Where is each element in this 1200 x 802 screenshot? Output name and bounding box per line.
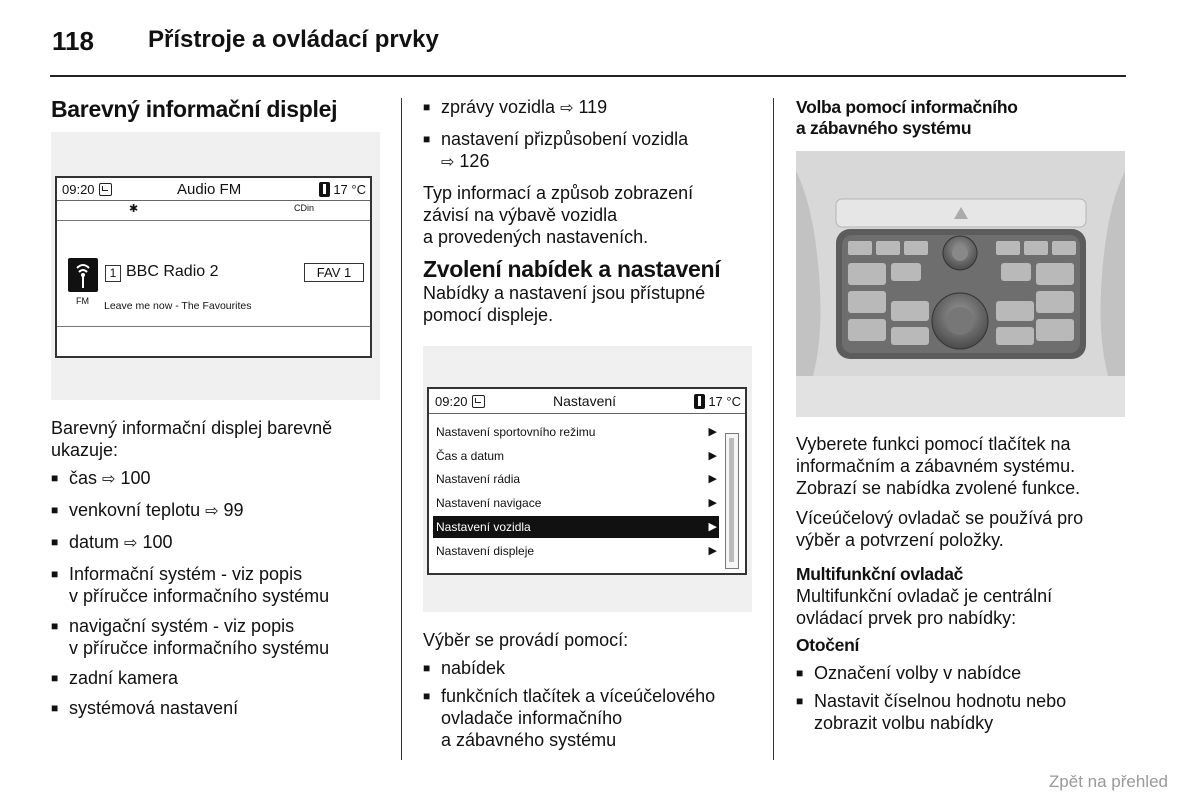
display-status-bar xyxy=(57,178,370,201)
page-ref[interactable]: 100 xyxy=(142,532,173,552)
intro-line: Nabídky a nastavení jsou přístupné xyxy=(423,283,706,303)
list-item: ■ Informační systém - viz popis v příručce informačního systému xyxy=(51,563,391,607)
list-item: ■ Označení volby v nabídce xyxy=(796,662,1131,684)
page-ref-icon: ⇨ xyxy=(205,503,219,520)
clock-icon xyxy=(99,183,112,196)
header-rule xyxy=(50,75,1126,77)
select-method-list xyxy=(423,657,763,751)
list-item: ■ nabídek xyxy=(423,657,763,679)
info-list xyxy=(423,96,763,174)
intro-line: pomocí displeje. xyxy=(423,305,554,325)
page-ref[interactable]: 126 xyxy=(459,151,490,171)
menu-item[interactable]: Nastavení rádia ▶ xyxy=(433,468,719,490)
intro-line: Barevný informační displej barevně xyxy=(51,418,333,438)
settings-display-figure xyxy=(423,346,752,612)
list-item: ■ nastavení přizpůsobení vozidla ⇨ 126 xyxy=(423,128,763,174)
display-title: Nastavení xyxy=(553,393,617,409)
chevron-right-icon: ▶ xyxy=(708,426,717,438)
chevron-right-icon: ▶ xyxy=(708,520,717,533)
column-2 xyxy=(423,96,763,326)
display-title: Audio FM xyxy=(177,180,242,198)
section-heading: Barevný informační displej xyxy=(51,96,338,122)
column-divider xyxy=(773,98,774,760)
page-ref[interactable]: 100 xyxy=(120,468,151,488)
thermometer-icon xyxy=(319,182,330,197)
menu-item[interactable]: Nastavení sportovního režimu ▶ xyxy=(433,421,719,443)
menu-item[interactable]: Nastavení navigace ▶ xyxy=(433,492,719,514)
page-ref-icon: ⇨ xyxy=(560,100,574,117)
menu-item[interactable]: Čas a datum ▶ xyxy=(433,445,719,467)
chevron-right-icon: ▶ xyxy=(708,497,717,510)
settings-display-screen xyxy=(427,387,747,575)
preset-number: 1 xyxy=(105,265,121,282)
section-title: Přístroje a ovládací prvky xyxy=(148,26,439,53)
clock-icon xyxy=(472,395,485,408)
band-label: FM xyxy=(76,296,89,306)
cd-label: CDin xyxy=(294,203,315,213)
column-1 xyxy=(51,95,386,123)
back-to-overview-link[interactable]: Zpět na přehled xyxy=(1048,772,1168,791)
page-ref-icon: ⇨ xyxy=(124,535,138,552)
intro-line: ukazuje: xyxy=(51,440,119,460)
intro-line: Výběr se provádí pomocí: xyxy=(423,630,629,650)
page-ref-icon: ⇨ xyxy=(441,154,455,171)
display-temperature-group xyxy=(319,182,366,197)
subsection-heading: Multifunkční ovladač xyxy=(796,564,964,584)
column-3-heading xyxy=(796,97,1126,139)
paragraph: Typ informací a způsob zobrazení závisí na výbavě vozidla a provedených nastaveních. xyxy=(423,183,694,247)
thermometer-icon xyxy=(694,394,705,409)
menu-item[interactable]: Nastavení vozidla ▶ xyxy=(433,516,719,538)
audio-display-figure xyxy=(51,132,380,400)
section-heading: Zvolení nabídek a nastavení xyxy=(423,256,721,282)
list-item: ■ venkovní teplotu ⇨ 99 xyxy=(51,499,391,523)
display-temperature: 17 °C xyxy=(708,393,741,409)
list-item: ■ čas ⇨ 100 xyxy=(51,467,391,491)
display-info-row xyxy=(57,200,370,221)
chevron-right-icon: ▶ xyxy=(708,544,717,557)
list-item: ■ funkčních tlačítek a víceúčelového ovladače informačního a zábavného systému xyxy=(423,685,763,751)
column-3-text: Vyberete funkci pomocí tlačítek na informačním a zábavném systému. Zobrazí se nabídka zvolené funkce. Víceúčelový ovladač se používá pro výběr a potvrzení položky. Multifunkční ovladač Multifunkční ovladač je centrální ovládací prvek pro nabídky: Otočení ■ Označení volby v nabídce ■ Nastavit číselnou hodnotu nebo zobrazit volbu nabídky xyxy=(796,433,1131,734)
chevron-right-icon: ▶ xyxy=(708,449,717,462)
audio-display-screen xyxy=(55,176,372,358)
track-info: Leave me now - The Favourites xyxy=(104,300,252,312)
display-temperature-group xyxy=(694,394,741,409)
radio-antenna-icon xyxy=(68,258,98,292)
chevron-right-icon: ▶ xyxy=(708,473,717,486)
subsection-heading: Volba pomocí informačního xyxy=(796,97,1018,117)
subsection-heading: a zábavného systému xyxy=(796,118,972,138)
menu-item[interactable]: Nastavení displeje ▶ xyxy=(433,540,719,562)
list-item: ■ navigační systém - viz popis v příručce informačního systému xyxy=(51,615,391,659)
list-item: ■ zadní kamera xyxy=(51,667,391,689)
fav-button: FAV 1 xyxy=(304,263,364,282)
display-content-list xyxy=(51,467,391,719)
bluetooth-icon: ✱ xyxy=(129,203,139,215)
display-status-bar xyxy=(429,389,745,414)
display-divider xyxy=(57,326,370,327)
column-divider xyxy=(401,98,402,760)
list-item: ■ Nastavit číselnou hodnotu nebo zobrazit volbu nabídky xyxy=(796,690,1131,734)
column-2-text xyxy=(423,629,763,751)
display-time: 09:20 xyxy=(435,393,468,409)
infotainment-console-photo xyxy=(796,151,1125,417)
list-item: ■ systémová nastavení xyxy=(51,697,391,719)
station-name: BBC Radio 2 xyxy=(126,263,219,280)
list-item: ■ zprávy vozidla ⇨ 119 xyxy=(423,96,763,120)
list-item: ■ datum ⇨ 100 xyxy=(51,531,391,555)
subsection-heading: Otočení xyxy=(796,635,860,655)
display-temperature: 17 °C xyxy=(333,181,366,197)
page-number: 118 xyxy=(52,26,94,56)
rotation-list xyxy=(796,662,1131,734)
page-ref-icon: ⇨ xyxy=(102,471,116,488)
display-time: 09:20 xyxy=(62,181,95,197)
page-ref[interactable]: 119 xyxy=(578,97,608,117)
menu-scrollbar[interactable] xyxy=(725,433,739,569)
page-ref[interactable]: 99 xyxy=(223,500,244,520)
column-1-text xyxy=(51,417,391,719)
